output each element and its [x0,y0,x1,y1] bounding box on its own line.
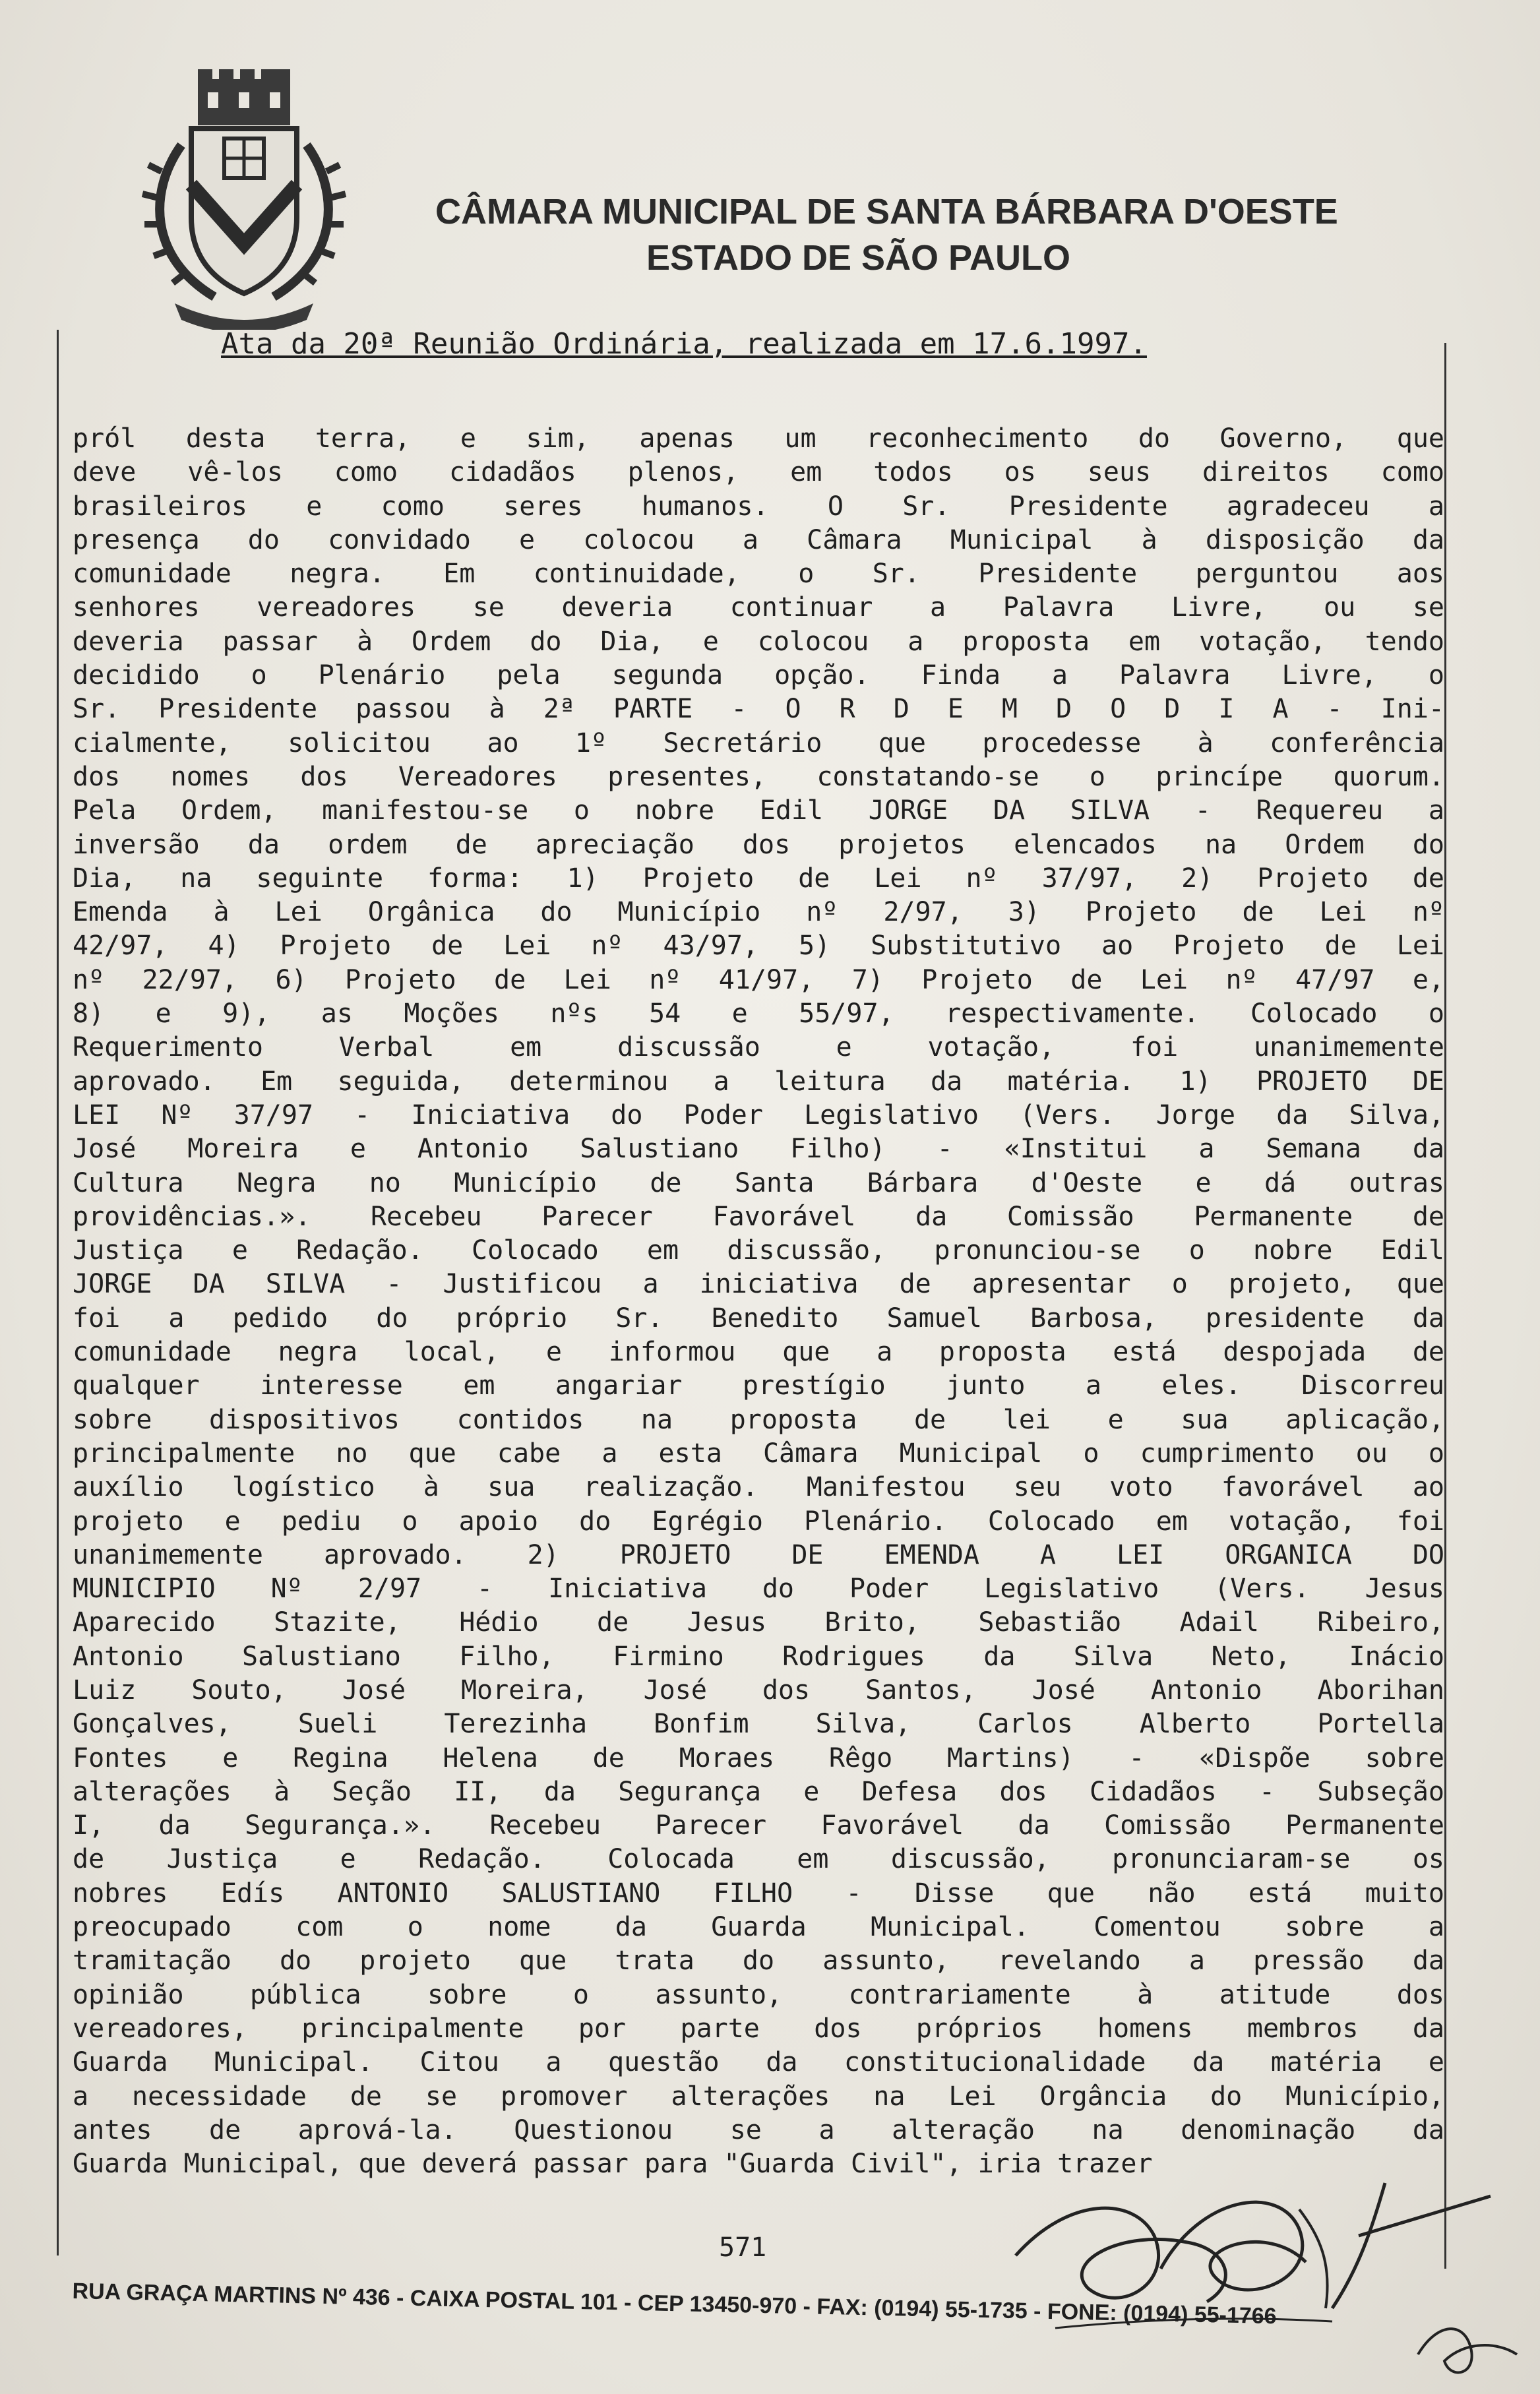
text-line: José Moreira e Antonio Salustiano Filho) - «Institui a Semana da [73,1134,1444,1165]
text-line: 8) e 9), as Moções nºs 54 e 55/97, respectivamente. Colocado o [73,998,1444,1029]
text-line: Guarda Municipal. Citou a questão da constitucionalidade da matéria e [73,2047,1444,2078]
document-title: Ata da 20ª Reunião Ordinária, realizada em 17.6.1997. [221,327,1147,361]
text-line: I, da Segurança.». Recebeu Parecer Favorável da Comissão Permanente [73,1810,1444,1841]
text-line: Guarda Municipal, que deverá passar para "Guarda Civil", iria trazer [73,2149,1153,2180]
text-line: dos nomes dos Vereadores presentes, constatando-se o princípe quorum. [73,761,1444,792]
text-line: Pela Ordem, manifestou-se o nobre Edil JORGE DA SILVA - Requereu a [73,795,1444,826]
state-name: ESTADO DE SÃO PAULO [646,238,1071,278]
text-line: projeto e pediu o apoio do Egrégio Plenário. Colocado em votação, foi [73,1506,1444,1537]
text-line: pról desta terra, e sim, apenas um reconhecimento do Governo, que [73,423,1444,454]
text-line: brasileiros e como seres humanos. O Sr. Presidente agradeceu a [73,491,1444,522]
text-line: unanimemente aprovado. 2) PROJETO DE EMENDA A LEI ORGANICA DO [73,1539,1444,1570]
text-line: Antonio Salustiano Filho, Firmino Rodrigues da Silva Neto, Inácio [73,1641,1444,1672]
text-line: senhores vereadores se deveria continuar a Palavra Livre, ou se [73,592,1444,623]
text-line: 42/97, 4) Projeto de Lei nº 43/97, 5) Substitutivo ao Projeto de Lei [73,931,1444,962]
right-margin-rule [1444,343,1446,2269]
text-line: Aparecido Stazite, Hédio de Jesus Brito, Sebastião Adail Ribeiro, [73,1607,1444,1638]
text-line: de Justiça e Redação. Colocada em discussão, pronunciaram-se os [73,1844,1444,1875]
text-line: nobres Edís ANTONIO SALUSTIANO FILHO - Disse que não está muito [73,1878,1444,1909]
text-line: Requerimento Verbal em discussão e votação, foi unanimemente [73,1032,1444,1063]
text-line: auxílio logístico à sua realização. Manifestou seu voto favorável ao [73,1472,1444,1503]
text-line: JORGE DA SILVA - Justificou a iniciativa de apresentar o projeto, que [73,1269,1444,1300]
footer-address: RUA GRAÇA MARTINS Nº 436 - CAIXA POSTAL 101 - CEP 13450-970 - FAX: (0194) 55-1735 - FONE: (0194) 55-1766 [72,2279,1277,2329]
text-line: nº 22/97, 6) Projeto de Lei nº 41/97, 7) Projeto de Lei nº 47/97 e, [73,964,1444,995]
text-line: foi a pedido do próprio Sr. Benedito Samuel Barbosa, presidente da [73,1303,1444,1334]
text-line: Justiça e Redação. Colocado em discussão, pronunciou-se o nobre Edil [73,1235,1444,1266]
text-line: deveria passar à Ordem do Dia, e colocou a proposta em votação, tendo [73,626,1444,657]
text-line: antes de aprová-la. Questionou se a alteração na denominação da [73,2114,1444,2145]
text-line: Fontes e Regina Helena de Moraes Rêgo Martins) - «Dispõe sobre [73,1742,1444,1773]
text-line: Gonçalves, Sueli Terezinha Bonfim Silva, Carlos Alberto Portella [73,1709,1444,1740]
text-line: inversão da ordem de apreciação dos projetos elencados na Ordem do [73,829,1444,860]
text-line: LEI Nº 37/97 - Iniciativa do Poder Legislativo (Vers. Jorge da Silva, [73,1099,1444,1130]
text-line: cialmente, solicitou ao 1º Secretário que procedesse à conferência [73,727,1444,758]
text-line: sobre dispositivos contidos na proposta de lei e sua aplicação, [73,1404,1444,1435]
text-line: Luiz Souto, José Moreira, José dos Santos, José Antonio Aborihan [73,1674,1444,1705]
text-line: Emenda à Lei Orgânica do Município nº 2/97, 3) Projeto de Lei nº [73,897,1444,928]
text-line: opinião pública sobre o assunto, contrariamente à atitude dos [73,1979,1444,2010]
text-line: alterações à Seção II, da Segurança e Defesa dos Cidadãos - Subseção [73,1776,1444,1807]
text-line: Cultura Negra no Município de Santa Bárbara d'Oeste e dá outras [73,1167,1444,1198]
text-line: tramitação do projeto que trata do assunto, revelando a pressão da [73,1946,1444,1977]
page-number: 571 [719,2232,767,2263]
text-line: a necessidade de se promover alterações na Lei Orgância do Município, [73,2081,1444,2112]
minutes-body [73,422,1444,2181]
text-line: comunidade negra. Em continuidade, o Sr. Presidente perguntou aos [73,559,1444,590]
text-line: presença do convidado e colocou a Câmara Municipal à disposição da [73,524,1444,555]
text-line: principalmente no que cabe a esta Câmara Municipal o cumprimento ou o [73,1438,1444,1469]
text-line: qualquer interesse em angariar prestígio junto a eles. Discorreu [73,1370,1444,1401]
text-line: preocupado com o nome da Guarda Municipal. Comentou sobre a [73,1912,1444,1943]
text-line: aprovado. Em seguida, determinou a leitura da matéria. 1) PROJETO DE [73,1066,1444,1097]
text-line: Sr. Presidente passou à 2ª PARTE - O R D E M D O D I A - Ini- [73,694,1444,725]
text-line: deve vê-los como cidadãos plenos, em todos os seus direitos como [73,457,1444,488]
text-line: Dia, na seguinte forma: 1) Projeto de Lei nº 37/97, 2) Projeto de [73,863,1444,894]
municipal-coat-of-arms [135,66,353,330]
text-line: comunidade negra local, e informou que a proposta está despojada de [73,1337,1444,1368]
text-line: MUNICIPIO Nº 2/97 - Iniciativa do Poder Legislativo (Vers. Jesus [73,1574,1444,1605]
text-line: vereadores, principalmente por parte dos próprios homens membros da [73,2013,1444,2044]
left-margin-rule [57,330,59,2256]
handwritten-signatures [989,2157,1530,2394]
text-line: providências.». Recebeu Parecer Favorável da Comissão Permanente de [73,1201,1444,1232]
text-line: decidido o Plenário pela segunda opção. Finda a Palavra Livre, o [73,660,1444,691]
institution-name: CÂMARA MUNICIPAL DE SANTA BÁRBARA D'OESTE [435,192,1338,231]
